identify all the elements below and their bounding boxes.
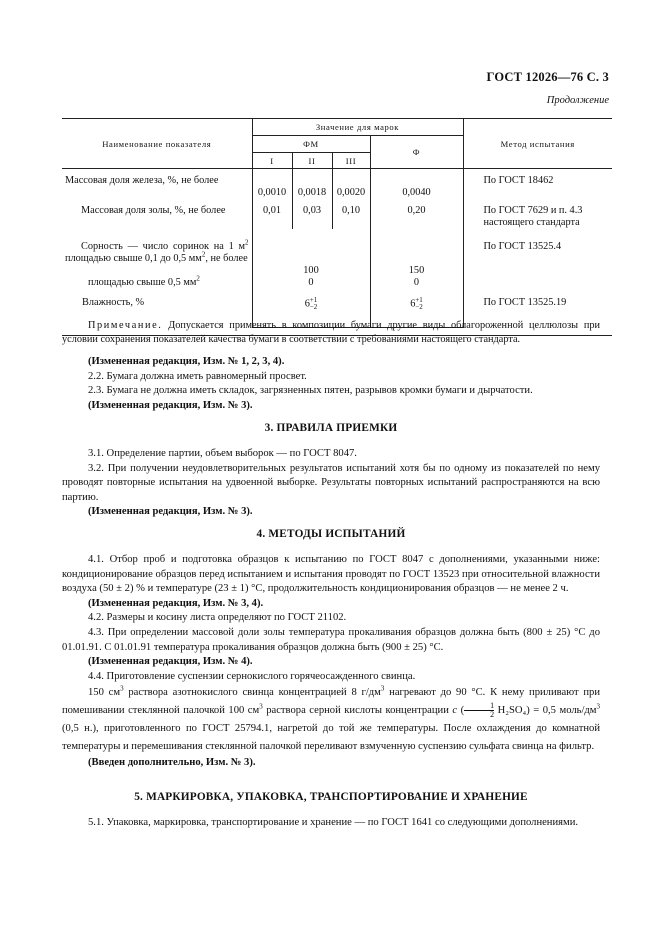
col-header-values: Значение для марок (252, 119, 463, 136)
row-name: площадью свыше 0,5 $мм^2$ (88, 274, 200, 288)
section-4-title: 4. МЕТОДЫ ИСПЫТАНИЙ (256, 528, 406, 540)
section-4-body (62, 553, 600, 771)
row-value: 6 +1 −2 (252, 289, 370, 327)
table-row (62, 277, 612, 289)
row-value: 0 (252, 277, 370, 289)
note-block (62, 319, 600, 347)
paragraph-4-3: 4.3. При определении массовой доли золы температура прокаливания образцов должна быть (800 ± 25) °С до 01.01.91. С 01.01.91 температура прокаливания образцов должна быть (900 ± 25) °С. (62, 626, 600, 653)
row-value: 0,01 (252, 199, 292, 229)
sub-iii-header: III (332, 153, 370, 169)
row-value: 0,10 (332, 199, 370, 229)
amendment-note: (Измененная редакция, Изм. № 3, 4). (88, 597, 264, 609)
paragraph-3-2: 3.2. При получении неудовлетворительных результатов испытаний хотя бы по одному из показателей по нему проводят повторные испытания на удвоенной выборке. Результаты повторных испытаний распространяются на всю партию. (62, 462, 600, 503)
row-value: 0 (370, 277, 463, 289)
row-value: 6 +1 −2 (370, 289, 463, 327)
row-method: По ГОСТ 13525.19 (463, 289, 612, 327)
row-value: 0,0020 (332, 169, 370, 200)
note-text: Допускается применять в композиции бумаги другие виды облагороженной целлюлозы при условии сохранения показателей качества бумаги в соответствии с требованиями настоящего стандарта. (62, 320, 600, 345)
amendment-note: (Введен дополнительно, Изм. № 3). (88, 757, 256, 769)
section-5-title: 5. МАРКИРОВКА, УПАКОВКА, ТРАНСПОРТИРОВАНИЕ И ХРАНЕНИЕ (134, 791, 528, 803)
paragraph-2-3: 2.3. Бумага не должна иметь складок, загрязненных пятен, разрывов кромки бумаги и дырчатости. (88, 385, 533, 397)
paragraph-4-4-body: 150 $см^3$ раствора азотнокислого свинца концентрацией 8 $г/дм^3$ нагревают до 90 °С. К нему приливают при помешивании стеклянной палочкой 100 $см^3$ раствора серной кислоты концентрации с ( $\frac{1}{2}$ H₂SO₄) = 0,5 моль/$дм^3$ (0,5 н.), приготовленного по ГОСТ 25794.1, нагретой до той же температуры. После охлаждения до комнатной температуры и перемешивания стеклянной палочкой переливают взмученную суспензию сульфата свинца на фильтр. (62, 684, 601, 753)
paragraph-3-1: 3.1. Определение партии, объем выборок — по ГОСТ 8047. (88, 448, 357, 459)
grade-f-header: Ф (370, 136, 463, 169)
row-method: По ГОСТ 7629 и п. 4.3 настоящего стандарта (463, 199, 612, 229)
section-3 (62, 421, 600, 436)
paragraph-4-4: 4.4. Приготовление суспензии сернокислого горячеосажденного свинца. (88, 670, 416, 682)
sub-ii-header: II (292, 153, 332, 169)
table-row (62, 169, 612, 200)
table-row (62, 229, 612, 277)
amendment-note: (Измененная редакция, Изм. № 3). (88, 506, 253, 518)
table-row (62, 199, 612, 229)
paragraph-4-1: 4.1. Отбор проб и подготовка образцов к испытанию по ГОСТ 8047 с дополнениями, указанными ниже: кондиционирование образцов перед испытанием и испытания проводят по ГОСТ 13523 при относительной влажности воздуха (50 ± 2) % и температуре (23 ± 1) °С, продолжительность кондиционирования образцов — не менее 2 ч. (62, 554, 600, 595)
paragraph-4-2: 4.2. Размеры и косину листа определяют по ГОСТ 21102. (88, 612, 347, 624)
properties-table (62, 118, 612, 336)
row-method: По ГОСТ 18462 (463, 169, 612, 200)
row-value: 0,0010 (252, 169, 292, 200)
amendment-note: (Измененная редакция, Изм. № 1, 2, 3, 4). (88, 356, 285, 367)
row-value: 0,20 (370, 199, 463, 229)
section-4 (62, 527, 600, 542)
row-name: Массовая доля золы, %, не более (81, 205, 226, 216)
note-label: Примечание. (88, 320, 163, 331)
row-value: 0,0040 (370, 169, 463, 200)
row-name: Влажность, % (82, 297, 145, 308)
section-5 (62, 790, 600, 805)
continued-label: Продолжение (546, 95, 609, 106)
grade-fm-header: ФМ (252, 136, 370, 153)
amendment-note: (Измененная редакция, Изм. № 3). (88, 399, 253, 411)
row-value: 0,03 (292, 199, 332, 229)
paragraph-5-1: 5.1. Упаковка, маркировка, транспортирование и хранение — по ГОСТ 1641 со следующими дополнениями. (88, 817, 579, 828)
row-value: 150 (370, 229, 463, 277)
row-name: Массовая доля железа, %, не более (65, 175, 219, 186)
section-3-body (62, 447, 600, 520)
row-value: 0,0018 (292, 169, 332, 200)
col-header-name: Наименование показателя (62, 119, 252, 169)
section-5-body (62, 816, 600, 831)
sub-i-header: I (252, 153, 292, 169)
section-3-title: 3. ПРАВИЛА ПРИЕМКИ (264, 422, 398, 434)
amendment-note: (Измененная редакция, Изм. № 4). (88, 656, 253, 668)
paragraph-2-2: 2.2. Бумага должна иметь равномерный просвет. (88, 370, 307, 382)
row-value: 100 (252, 229, 370, 277)
row-method: По ГОСТ 13525.4 (463, 229, 612, 277)
row-name: Сорность — число соринок на 1 $м^2$ площадью свыше 0,1 до 0,5 $мм^2$, не более (65, 238, 249, 264)
page-header: ГОСТ 12026—76 С. 3 (486, 70, 609, 84)
section-2-tail (62, 355, 600, 413)
col-header-method: Метод испытания (463, 119, 612, 169)
